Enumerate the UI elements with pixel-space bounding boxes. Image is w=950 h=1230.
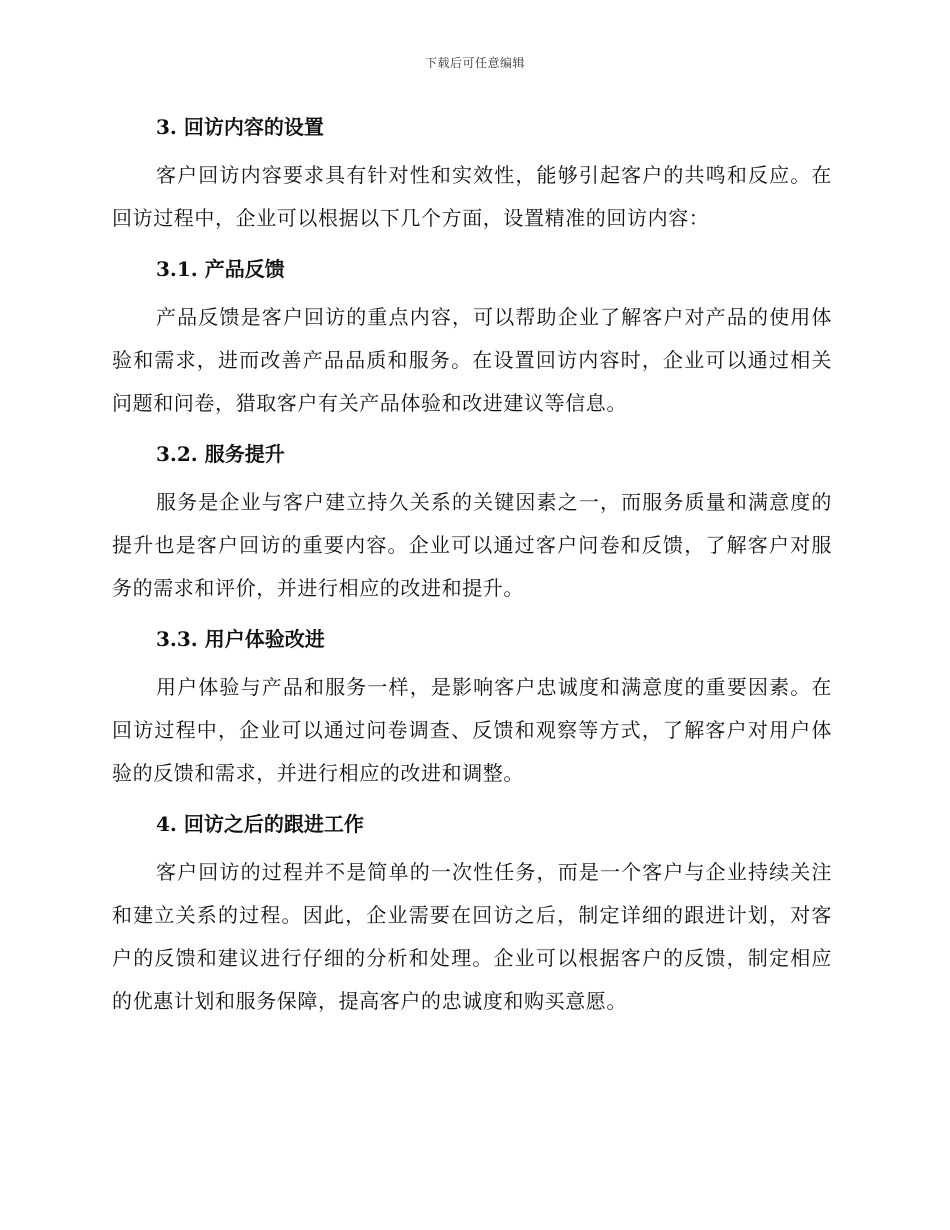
section-heading-3-1: 3.1. 产品反馈 xyxy=(156,257,285,281)
section-paragraph-3-1: 产品反馈是客户回访的重点内容，可以帮助企业了解客户对产品的使用体验和需求，进而改善产品品质和服务。在设置回访内容时，企业可以通过相关问题和问卷，猎取客户有关产品体验和改进建议等信息。 xyxy=(112,305,832,415)
section-heading-4: 4. 回访之后的跟进工作 xyxy=(156,812,364,836)
section-heading-3: 3. 回访内容的设置 xyxy=(156,115,324,139)
section-paragraph-3-3: 用户体验与产品和服务一样，是影响客户忠诚度和满意度的重要因素。在回访过程中，企业可以通过问卷调查、反馈和观察等方式，了解客户对用户体验的反馈和需求，并进行相应的改进和调整。 xyxy=(112,675,832,785)
section-heading-3-2: 3.2. 服务提升 xyxy=(156,442,285,466)
section-paragraph-3: 客户回访内容要求具有针对性和实效性，能够引起客户的共鸣和反应。在回访过程中，企业可以根据以下几个方面，设置精准的回访内容： xyxy=(112,163,832,230)
page-header: 下载后可任意编辑 xyxy=(424,56,525,70)
section-heading-3-3: 3.3. 用户体验改进 xyxy=(156,627,325,651)
document-body xyxy=(112,108,832,1033)
section-paragraph-3-2: 服务是企业与客户建立持久关系的关键因素之一，而服务质量和满意度的提升也是客户回访的重要内容。企业可以通过客户问卷和反馈，了解客户对服务的需求和评价，并进行相应的改进和提升。 xyxy=(112,490,832,600)
section-paragraph-4: 客户回访的过程并不是简单的一次性任务，而是一个客户与企业持续关注和建立关系的过程。因此，企业需要在回访之后，制定详细的跟进计划，对客户的反馈和建议进行仔细的分析和处理。企业可以根据客户的反馈，制定相应的优惠计划和服务保障，提高客户的忠诚度和购买意愿。 xyxy=(112,860,832,1013)
